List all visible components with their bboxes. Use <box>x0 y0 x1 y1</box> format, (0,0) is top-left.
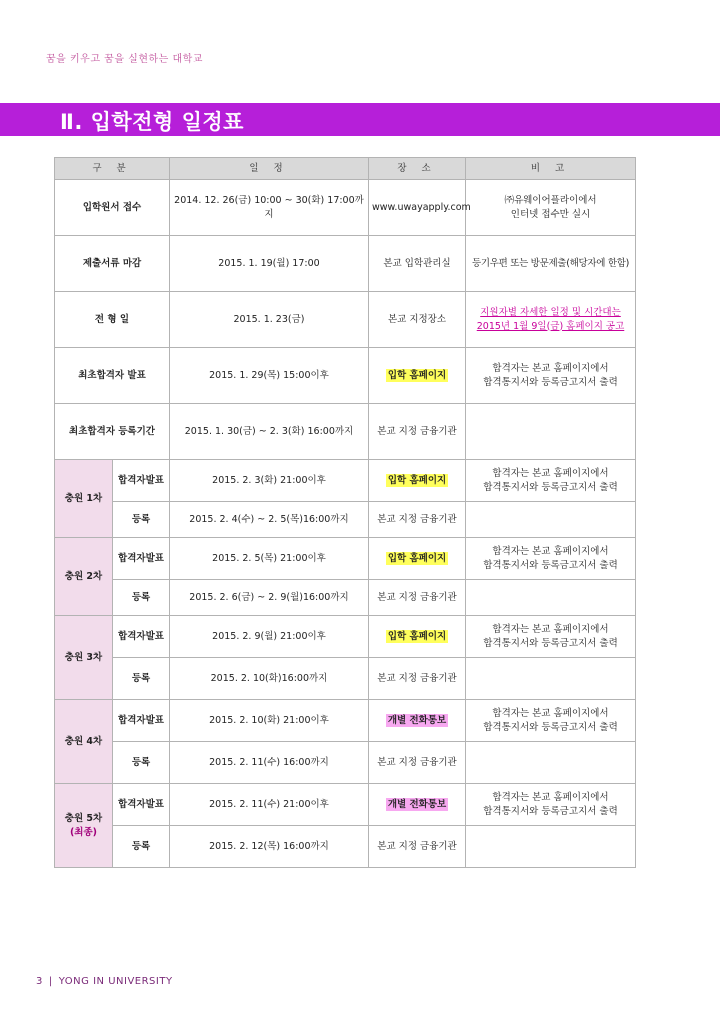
group-label: 충원 5차 (최종) <box>55 784 113 868</box>
row-category: 제출서류 마감 <box>55 236 170 292</box>
row-note: 합격자는 본교 홈페이지에서 합격통지서와 등록금고지서 출력 <box>466 700 636 742</box>
sub-label: 등록 <box>113 502 170 538</box>
page-number: 3 <box>36 976 43 987</box>
row-schedule: 2015. 2. 12(목) 16:00까지 <box>170 826 369 868</box>
row-place: 입학 홈페이지 <box>369 616 466 658</box>
row-place: 본교 지정 금융기관 <box>369 502 466 538</box>
row-note <box>466 580 636 616</box>
table-row <box>55 616 636 658</box>
row-note <box>466 742 636 784</box>
table-row <box>55 826 636 868</box>
row-schedule: 2015. 1. 19(월) 17:00 <box>170 236 369 292</box>
row-place: www.uwayapply.com <box>369 180 466 236</box>
table-row <box>55 348 636 404</box>
row-category: 입학원서 접수 <box>55 180 170 236</box>
sub-label: 등록 <box>113 658 170 700</box>
row-schedule: 2015. 2. 11(수) 21:00이후 <box>170 784 369 826</box>
row-category: 최초합격자 발표 <box>55 348 170 404</box>
row-place: 본교 지정 금융기관 <box>369 658 466 700</box>
row-note: 합격자는 본교 홈페이지에서 합격통지서와 등록금고지서 출력 <box>466 460 636 502</box>
header-tagline: 꿈을 키우고 꿈을 실현하는 대학교 <box>46 54 203 65</box>
row-schedule: 2014. 12. 26(금) 10:00 ~ 30(화) 17:00까지 <box>170 180 369 236</box>
row-place: 개별 전화통보 <box>369 784 466 826</box>
table-row <box>55 236 636 292</box>
sub-label: 등록 <box>113 826 170 868</box>
sub-label: 합격자발표 <box>113 616 170 658</box>
row-schedule: 2015. 2. 5(목) 21:00이후 <box>170 538 369 580</box>
sub-label: 합격자발표 <box>113 784 170 826</box>
row-schedule: 2015. 1. 29(목) 15:00이후 <box>170 348 369 404</box>
section-title: Ⅱ. 입학전형 일정표 <box>60 110 244 134</box>
university-name: YONG IN UNIVERSITY <box>58 976 173 987</box>
row-place: 입학 홈페이지 <box>369 348 466 404</box>
row-category: 최초합격자 등록기간 <box>55 404 170 460</box>
sub-label: 합격자발표 <box>113 538 170 580</box>
row-schedule: 2015. 2. 6(금) ~ 2. 9(월)16:00까지 <box>170 580 369 616</box>
page-footer <box>36 976 173 987</box>
row-schedule: 2015. 2. 9(월) 21:00이후 <box>170 616 369 658</box>
table-row <box>55 700 636 742</box>
row-note <box>466 502 636 538</box>
admission-schedule-table <box>54 157 636 868</box>
row-note: 등기우편 또는 방문제출(해당자에 한함) <box>466 236 636 292</box>
row-place: 개별 전화통보 <box>369 700 466 742</box>
row-place: 본교 입학관리실 <box>369 236 466 292</box>
table-row <box>55 658 636 700</box>
row-schedule: 2015. 2. 10(화) 21:00이후 <box>170 700 369 742</box>
table-header-row <box>55 158 636 180</box>
group-label: 충원 2차 <box>55 538 113 616</box>
row-note: 합격자는 본교 홈페이지에서 합격통지서와 등록금고지서 출력 <box>466 348 636 404</box>
group-label: 충원 3차 <box>55 616 113 700</box>
row-place: 입학 홈페이지 <box>369 460 466 502</box>
table-row <box>55 742 636 784</box>
footer-separator: | <box>48 976 53 987</box>
sub-label: 합격자발표 <box>113 700 170 742</box>
table-row <box>55 180 636 236</box>
sub-label: 등록 <box>113 742 170 784</box>
row-schedule: 2015. 2. 3(화) 21:00이후 <box>170 460 369 502</box>
table-row <box>55 292 636 348</box>
row-schedule: 2015. 2. 11(수) 16:00까지 <box>170 742 369 784</box>
row-schedule: 2015. 2. 10(화)16:00까지 <box>170 658 369 700</box>
header-schedule: 일 정 <box>170 158 369 180</box>
header-note: 비 고 <box>466 158 636 180</box>
table-row <box>55 502 636 538</box>
row-note <box>466 404 636 460</box>
row-note <box>466 826 636 868</box>
row-note: 지원자별 자세한 일정 및 시간대는 2015년 1월 9일(금) 홈페이지 공고 <box>466 292 636 348</box>
row-place: 입학 홈페이지 <box>369 538 466 580</box>
row-note: 합격자는 본교 홈페이지에서 합격통지서와 등록금고지서 출력 <box>466 616 636 658</box>
sub-label: 합격자발표 <box>113 460 170 502</box>
row-schedule: 2015. 1. 23(금) <box>170 292 369 348</box>
header-category: 구 분 <box>55 158 170 180</box>
table-row <box>55 404 636 460</box>
row-note: ㈜유웨이어플라이에서 인터넷 접수만 실시 <box>466 180 636 236</box>
row-place: 본교 지정장소 <box>369 292 466 348</box>
table-row <box>55 784 636 826</box>
final-label: (최종) <box>69 826 98 838</box>
row-place: 본교 지정 금융기관 <box>369 826 466 868</box>
group-label: 충원 4차 <box>55 700 113 784</box>
row-note <box>466 658 636 700</box>
table-row <box>55 538 636 580</box>
row-schedule: 2015. 1. 30(금) ~ 2. 3(화) 16:00까지 <box>170 404 369 460</box>
row-category: 전 형 일 <box>55 292 170 348</box>
section-banner <box>0 103 720 136</box>
group-label: 충원 1차 <box>55 460 113 538</box>
row-note: 합격자는 본교 홈페이지에서 합격통지서와 등록금고지서 출력 <box>466 538 636 580</box>
row-place: 본교 지정 금융기관 <box>369 404 466 460</box>
row-schedule: 2015. 2. 4(수) ~ 2. 5(목)16:00까지 <box>170 502 369 538</box>
row-place: 본교 지정 금융기관 <box>369 580 466 616</box>
table-row <box>55 460 636 502</box>
row-place: 본교 지정 금융기관 <box>369 742 466 784</box>
sub-label: 등록 <box>113 580 170 616</box>
table-row <box>55 580 636 616</box>
header-place: 장 소 <box>369 158 466 180</box>
row-note: 합격자는 본교 홈페이지에서 합격통지서와 등록금고지서 출력 <box>466 784 636 826</box>
